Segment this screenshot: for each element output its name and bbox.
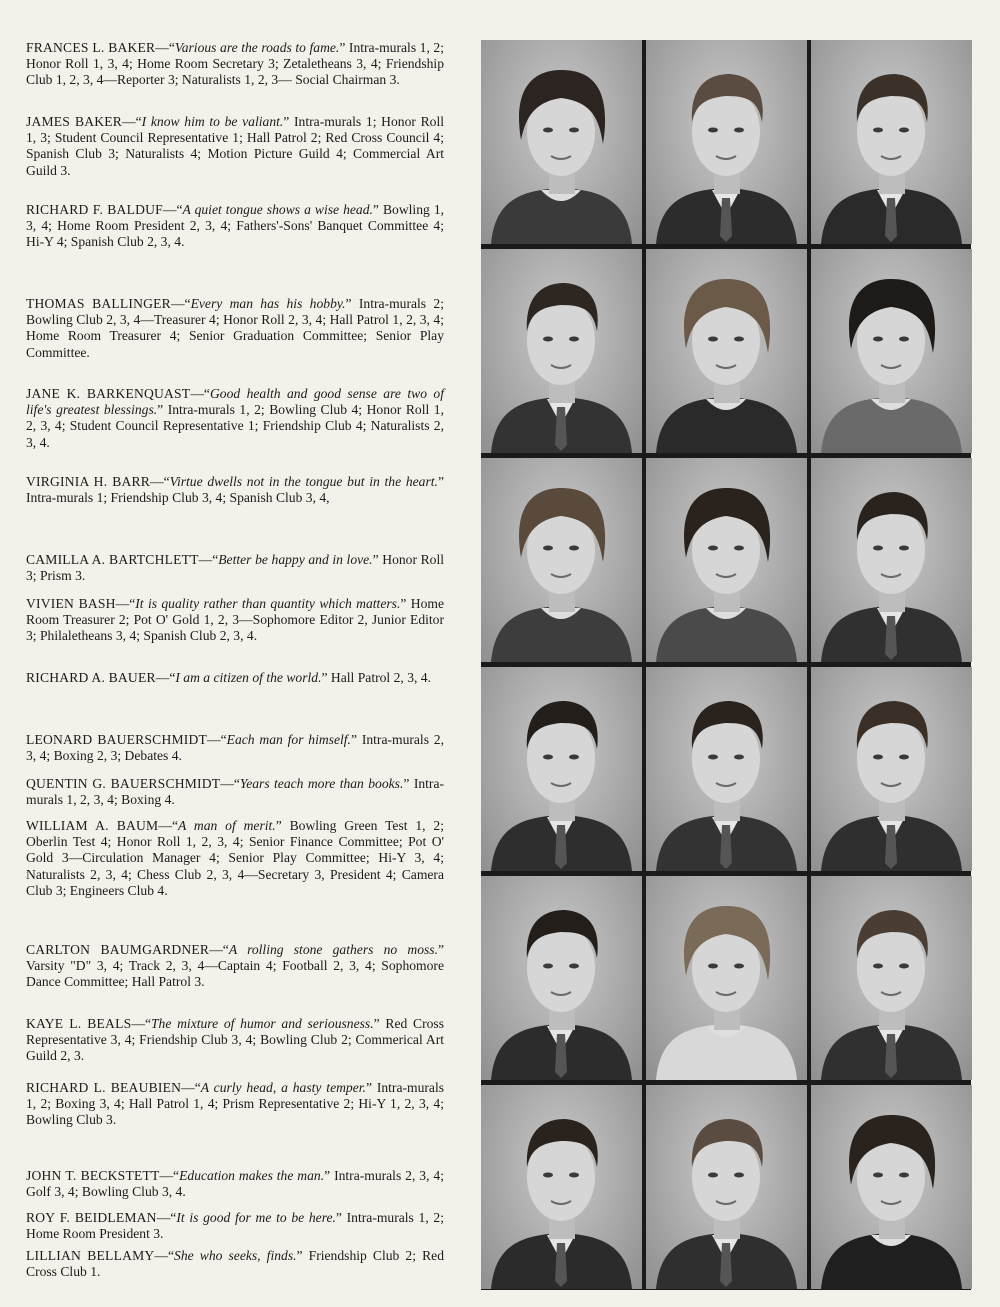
student-quote: The mixture of humor and seriousness.	[150, 1016, 374, 1031]
student-portrait	[646, 458, 807, 662]
student-quote: It is quality rather than quantity which matters.	[135, 596, 401, 611]
portrait-image	[811, 40, 972, 244]
student-quote: I am a citizen of the world.	[175, 670, 322, 685]
student-activities: Intra-murals 1, 2; Bowling Club 4; Honor Roll 1, 2, 3, 4; Student Council Representative 1; Friendship Club 4; Naturalists 2, 3, 4.	[26, 402, 444, 450]
senior-entry: RICHARD A. BAUER—“I am a citizen of the world.” Hall Patrol 2, 3, 4.	[26, 670, 431, 685]
student-name: WILLIAM A. BAUM	[26, 818, 159, 833]
student-name: CARLTON BAUMGARDNER	[26, 942, 210, 957]
student-name: QUENTIN G. BAUERSCHMIDT	[26, 776, 221, 791]
portrait-image	[811, 667, 972, 871]
student-activities: Bowling Green Test 1, 2; Oberlin Test 4; Honor Roll 1, 2, 3, 4; Senior Finance Committee; Pot O' Gold 3—Circulation Manager 4; Senior Play Committee; Hi-Y 3, 4; Naturalists 2, 3, 4; Chess Club 2, 3, 4—Secretary 3, President 4; Camera Club 3; Engineers Club 4.	[26, 818, 444, 898]
student-name: KAYE L. BEALS	[26, 1016, 132, 1031]
student-activities: Intra-murals 1, 2; Home Room President 3.	[26, 1210, 444, 1242]
student-quote: It is good for me to be here.	[176, 1210, 336, 1225]
student-name: RICHARD L. BEAUBIEN	[26, 1080, 182, 1095]
student-activities: Hall Patrol 2, 3, 4.	[330, 670, 431, 685]
portrait-image	[481, 458, 642, 662]
student-quote: Years teach more than books.	[239, 776, 404, 791]
student-quote: Better be happy and in love.	[218, 552, 373, 567]
portrait-image	[646, 876, 807, 1080]
student-quote: Good health and good sense are two of life's greatest blessings.	[26, 386, 444, 418]
student-name: VIRGINIA H. BARR	[26, 474, 151, 489]
portrait-image	[811, 1085, 972, 1289]
student-portrait	[811, 249, 972, 453]
senior-entry: LEONARD BAUERSCHMIDT—“Each man for himself.” Intra-murals 2, 3, 4; Boxing 2, 3; Debates 4.	[26, 732, 445, 764]
student-activities: Intra-murals 2, 3, 4; Golf 3, 4; Bowling Club 3, 4.	[26, 1168, 444, 1200]
student-activities: Bowling 1, 3, 4; Home Room President 2, 3, 4; Fathers'-Sons' Banquet Committee 4; Hi-Y 4; Spanish Club 2, 3, 4.	[26, 202, 445, 250]
student-quote: A man of merit.	[178, 818, 276, 833]
senior-entry: CARLTON BAUMGARDNER—“A rolling stone gathers no moss.” Varsity "D" 3, 4; Track 2, 3, 4—Captain 4; Football 2, 3, 4; Sophomore Dance Committee; Hall Patrol 3.	[26, 942, 445, 990]
student-activities: Intra-murals 2; Bowling Club 2, 3, 4—Treasurer 4; Honor Roll 2, 3, 4; Hall Patrol 1, 2, 3, 4; Home Room Treasurer 4; Senior Graduation Committee; Senior Play Committee.	[26, 296, 444, 360]
student-portrait	[481, 249, 642, 453]
senior-entry: ROY F. BEIDLEMAN—“It is good for me to be here.” Intra-murals 1, 2; Home Room President 3.	[26, 1210, 444, 1242]
portrait-image	[811, 249, 972, 453]
student-quote: A curly head, a hasty temper.	[200, 1080, 366, 1095]
student-name: VIVIEN BASH	[26, 596, 116, 611]
student-name: RICHARD F. BALDUF	[26, 202, 163, 217]
portrait-image	[646, 249, 807, 453]
student-portrait	[646, 1085, 807, 1289]
student-portrait	[811, 458, 972, 662]
student-portrait	[481, 1085, 642, 1289]
student-portrait	[646, 40, 807, 244]
portrait-image	[646, 1085, 807, 1289]
portrait-image	[481, 1085, 642, 1289]
student-quote: A quiet tongue shows a wise head.	[182, 202, 373, 217]
student-quote: She who seeks, finds.	[174, 1248, 297, 1263]
student-name: JAMES BAKER	[26, 114, 123, 129]
portrait-image	[481, 667, 642, 871]
senior-entry: JANE K. BARKENQUAST—“Good health and good sense are two of life's greatest blessings.” Intra-murals 1, 2; Bowling Club 4; Honor Roll 1, 2, 3, 4; Student Council Representative 1; Friendship Club 4; Naturalists 2, 3, 4.	[26, 386, 444, 450]
senior-entry: WILLIAM A. BAUM—“A man of merit.” Bowling Green Test 1, 2; Oberlin Test 4; Honor Roll 1, 2, 3, 4; Senior Finance Committee; Pot O' Gold 3—Circulation Manager 4; Senior Play Committee; Hi-Y 3, 4; Naturalists 2, 3, 4; Chess Club 2, 3, 4—Secretary 3, President 4; Camera Club 3; Engineers Club 4.	[26, 818, 444, 898]
portrait-image	[646, 458, 807, 662]
senior-entry: RICHARD L. BEAUBIEN—“A curly head, a hasty temper.” Intra-murals 1, 2; Boxing 3, 4; Hall Patrol 1, 4; Prism Representative 2; Hi-Y 1, 2, 3, 4; Bowling Club 3.	[26, 1080, 445, 1128]
portrait-image	[481, 876, 642, 1080]
student-quote: Each man for himself.	[226, 732, 351, 747]
portrait-image	[481, 40, 642, 244]
senior-entry: QUENTIN G. BAUERSCHMIDT—“Years teach more than books.” Intra-murals 1, 2, 3, 4; Boxing 4.	[26, 776, 445, 808]
student-portrait	[811, 40, 972, 244]
student-activities: Home Room Treasurer 2; Pot O' Gold 1, 2, 3—Sophomore Editor 2, Junior Editor 3; Philaletheans 3, 4; Spanish Club 2, 3, 4.	[26, 596, 444, 644]
student-portrait	[811, 1085, 972, 1289]
student-quote: Education makes the man.	[179, 1168, 325, 1183]
senior-entry: JOHN T. BECKSTETT—“Education makes the man.” Intra-murals 2, 3, 4; Golf 3, 4; Bowling Club 3, 4.	[26, 1168, 444, 1200]
student-quote: I know him to be valiant.	[141, 114, 284, 129]
student-activities: Intra-murals 1, 2; Honor Roll 1, 3, 4; Home Room Secretary 3; Zetaletheans 3, 4; Friendship Club 1, 2, 3, 4—Reporter 3; Naturalists 1, 2, 3— Social Chairman 3.	[26, 40, 444, 88]
student-name: ROY F. BEIDLEMAN	[26, 1210, 157, 1225]
portrait-image	[811, 458, 972, 662]
senior-entry: FRANCES L. BAKER—“Various are the roads to fame.” Intra-murals 1, 2; Honor Roll 1, 3, 4; Home Room Secretary 3; Zetaletheans 3, 4; Friendship Club 1, 2, 3, 4—Reporter 3; Naturalists 1, 2, 3— Social Chairman 3.	[26, 40, 444, 88]
student-activities: Varsity "D" 3, 4; Track 2, 3, 4—Captain 4; Football 2, 3, 4; Sophomore Dance Committee; Hall Patrol 3.	[26, 958, 444, 990]
student-quote: Virtue dwells not in the tongue but in the heart.	[169, 474, 438, 489]
portrait-image	[646, 40, 807, 244]
student-activities: Intra-murals 1; Friendship Club 3, 4; Spanish Club 3, 4,	[26, 490, 330, 506]
student-quote: A rolling stone gathers no moss.	[228, 942, 438, 957]
student-name: JANE K. BARKENQUAST	[26, 386, 191, 401]
senior-entry: THOMAS BALLINGER—“Every man has his hobby.” Intra-murals 2; Bowling Club 2, 3, 4—Treasurer 4; Honor Roll 2, 3, 4; Hall Patrol 1, 2, 3, 4; Home Room Treasurer 4; Senior Graduation Committee; Senior Play Committee.	[26, 296, 444, 360]
student-activities: Intra-murals 1; Honor Roll 1, 3; Student Council Representative 1; Hall Patrol 2; Red Cross Council 4; Spanish Club 3; Naturalists 4; Motion Picture Guild 4; Commercial Art Guild 3.	[26, 114, 445, 178]
student-portrait	[646, 249, 807, 453]
student-name: THOMAS BALLINGER	[26, 296, 171, 311]
student-portrait	[811, 667, 972, 871]
student-quote: Various are the roads to fame.	[174, 40, 340, 55]
student-name: RICHARD A. BAUER	[26, 670, 156, 685]
student-name: CAMILLA A. BARTCHLETT	[26, 552, 199, 567]
senior-entry: LILLIAN BELLAMY—“She who seeks, finds.” Friendship Club 2; Red Cross Club 1.	[26, 1248, 444, 1280]
senior-entry: CAMILLA A. BARTCHLETT—“Better be happy and in love.” Honor Roll 3; Prism 3.	[26, 552, 445, 584]
senior-photo-grid	[481, 40, 971, 1290]
portrait-image	[646, 667, 807, 871]
student-name: LILLIAN BELLAMY	[26, 1248, 155, 1263]
student-name: JOHN T. BECKSTETT	[26, 1168, 160, 1183]
senior-entry: RICHARD F. BALDUF—“A quiet tongue shows a wise head.” Bowling 1, 3, 4; Home Room President 2, 3, 4; Fathers'-Sons' Banquet Committee 4; Hi-Y 4; Spanish Club 2, 3, 4.	[26, 202, 445, 250]
student-activities: Friendship Club 2; Red Cross Club 1.	[26, 1248, 444, 1280]
portrait-image	[811, 876, 972, 1080]
portrait-image	[481, 249, 642, 453]
senior-entry: VIVIEN BASH—“It is quality rather than quantity which matters.” Home Room Treasurer 2; Pot O' Gold 1, 2, 3—Sophomore Editor 2, Junior Editor 3; Philaletheans 3, 4; Spanish Club 2, 3, 4.	[26, 596, 444, 644]
student-portrait	[481, 667, 642, 871]
student-activities: Intra-murals 1, 2, 3, 4; Boxing 4.	[26, 776, 445, 808]
student-quote: Every man has his hobby.	[190, 296, 346, 311]
student-portrait	[481, 40, 642, 244]
student-portrait	[811, 876, 972, 1080]
student-portrait	[646, 667, 807, 871]
student-activities: Honor Roll 3; Prism 3.	[26, 552, 445, 584]
student-name: FRANCES L. BAKER	[26, 40, 156, 55]
student-name: LEONARD BAUERSCHMIDT	[26, 732, 208, 747]
student-activities: Intra-murals 2, 3, 4; Boxing 2, 3; Debates 4.	[26, 732, 445, 764]
student-portrait	[646, 876, 807, 1080]
senior-entry: VIRGINIA H. BARR—“Virtue dwells not in the tongue but in the heart.” Intra-murals 1; Friendship Club 3, 4; Spanish Club 3, 4,	[26, 474, 444, 506]
senior-entry: KAYE L. BEALS—“The mixture of humor and seriousness.” Red Cross Representative 3, 4; Friendship Club 3, 4; Bowling Club 2; Commerical Art Guild 2, 3.	[26, 1016, 445, 1064]
senior-entry: JAMES BAKER—“I know him to be valiant.” Intra-murals 1; Honor Roll 1, 3; Student Council Representative 1; Hall Patrol 2; Red Cross Council 4; Spanish Club 3; Naturalists 4; Motion Picture Guild 4; Commercial Art Guild 3.	[26, 114, 445, 178]
student-portrait	[481, 458, 642, 662]
student-activities: Intra-murals 1, 2; Boxing 3, 4; Hall Patrol 1, 4; Prism Representative 2; Hi-Y 1, 2, 3, 4; Bowling Club 3.	[26, 1080, 445, 1128]
student-portrait	[481, 876, 642, 1080]
student-activities: Red Cross Representative 3, 4; Friendship Club 3, 4; Bowling Club 2; Commerical Art Guild 2, 3.	[26, 1016, 445, 1064]
